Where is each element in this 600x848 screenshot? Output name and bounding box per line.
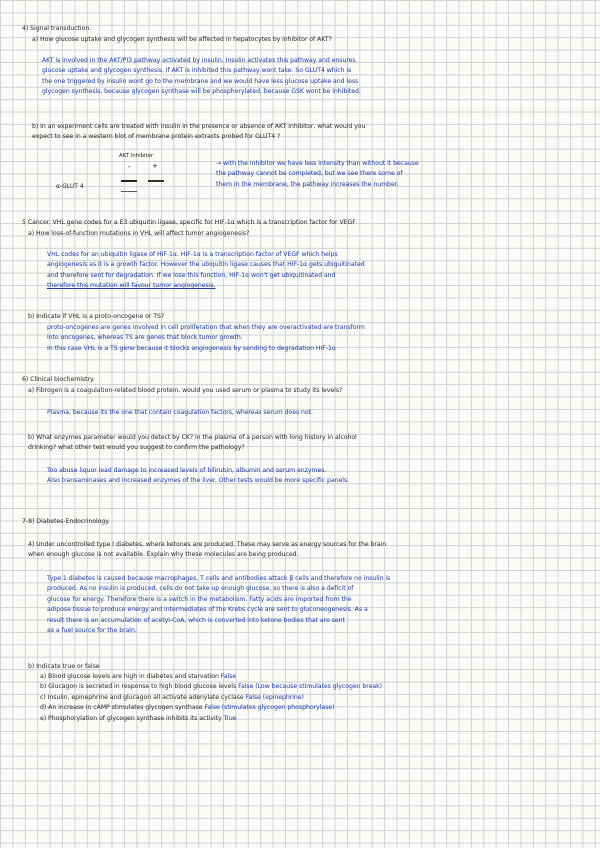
answer-line: into oncogenes, whereas TS are genes that block tumor growth.	[47, 334, 243, 342]
answer-line: proto-oncogenes are genes involved in cell proliferation that when they are overactivated are transform	[47, 324, 365, 331]
answer-line: the pathway cannot be completed, but we see there some of	[216, 170, 403, 178]
true-false-item	[40, 714, 382, 724]
q7a-answer	[47, 574, 390, 636]
q4b-question	[32, 122, 365, 142]
tf-statement: c) Insulin, epinephrine and glucagon all activate adenylate cyclase	[40, 693, 244, 701]
question-line: drinking? what other test would you suggest to confirm the pathology?	[28, 444, 245, 451]
answer-line: as a fuel source for the brain.	[47, 626, 137, 634]
tf-answer: False	[220, 673, 237, 680]
section-6-heading: 6) Clinical biochemistry.	[22, 376, 95, 383]
q7a-question	[28, 540, 386, 560]
true-false-item	[40, 672, 382, 682]
question-line: expect to see in a western blot of membrane protein extracts probed for GLUT4 ?	[32, 133, 281, 140]
answer-line: result there is an accumulation of acetyl-CoA, which is converted into ketone bodies that are sent	[47, 616, 345, 624]
answer-line: Also transaminases and increased enzymes of the liver. Other tests would be more specific panels.	[47, 477, 349, 485]
tf-statement: b) Glucagon is secreted in response to high blood glucose levels	[40, 683, 237, 691]
tf-answer: False (epinephrine)	[245, 693, 304, 701]
blot-band-with-inhibitor	[148, 180, 164, 182]
blot-row-label: α-GLUT 4	[56, 183, 84, 190]
answer-line: angiogenesis as it is a growth factor. However the ubiquitin ligase causes that HIF-1α gets ubiquitinated	[47, 261, 365, 269]
q5b-question: b) Indicate if VHL is a proto-oncogene or TS?	[28, 313, 165, 320]
answer-line: them in the membrane, the pathway increases the number.	[216, 180, 399, 188]
blot-plus: +	[152, 162, 158, 170]
section-7-heading: 7-8) Diabetes-Endocrinology.	[22, 518, 110, 525]
answer-line: adipose tissue to produce energy and intermediates of the Krebs cycle are sent to gluconeogenesis. As a	[47, 606, 368, 614]
answer-line: AKT is involved in the AKT/PI3 pathway activated by insulin. Insulin activates this pathway and ensures	[42, 57, 356, 64]
section-5-heading: 5 Cancer. VHL gene codes for a E3 ubiquitin ligase, specific for HIF-1α which is a transcription factor for VEGF	[22, 219, 356, 226]
q6a-answer: Plasma, because its the one that contain coagulation factors, whereas serum does not.	[47, 409, 313, 416]
answer-line: VHL codes for an ubiquitin ligase of HIF-1α. HIF-1α is a transcription factor of VEGF which helps	[47, 251, 338, 258]
blot-header: AKT inhibitor	[119, 153, 154, 159]
true-false-list	[40, 672, 382, 724]
tf-statement: d) An increase in cAMP stimulates glycogen synthase	[40, 704, 203, 712]
answer-line: therefore this mutation will favour tumor angiogenesis.	[47, 282, 216, 290]
tf-answer: False (stimulates glycogen phosphorylase)	[204, 704, 335, 712]
q4b-answer	[216, 159, 419, 190]
q5a-answer	[47, 250, 365, 292]
q4a-question: a) How glucose uptake and glycogen synthesis will be affected in hepatocytes by inhibitor of AKT?	[32, 36, 332, 43]
question-line: b) In an experiment cells are treated with insulin in the presence or absence of AKT inhibitor, what would you	[32, 123, 366, 130]
tf-statement: a) Blood glucose levels are high in diabetes and starvation	[40, 673, 219, 680]
answer-line: Too abuse liquor lead damage to increased levels of bilirubin, albumin and serum enzymes.	[47, 467, 327, 474]
answer-line: produced. As no insulin is produced, cells do not take up enough glucose, so there is also a deficit of	[47, 585, 354, 593]
q5a-question: a) How loss-of-function mutations in VHL will affect tumor angiogenesis?	[28, 230, 250, 237]
answer-line: → with the inhibitor we have less intensity than without it because	[216, 160, 419, 167]
true-false-item	[40, 703, 382, 713]
true-false-item	[40, 682, 382, 692]
answer-line: the one triggered by insulin wont go to the membrane and we would have less glucose uptake and less	[42, 77, 359, 85]
section-4-heading: 4) Signal transduction.	[22, 25, 92, 32]
tf-answer: True	[223, 714, 237, 722]
question-line: 4) Under uncontrolled type I diabetes, where ketones are produced. These may serve as energy sources for the brain	[28, 541, 387, 548]
answer-line: In this case VHL is a TS gene because it blocks angiogenesis by sending to degradation HIF-1α	[47, 344, 336, 352]
q5b-answer	[47, 323, 365, 354]
answer-line: Type 1 diabetes is caused because macrophages, T cells and antibodies attack β cells and therefore no insulin is	[47, 575, 391, 582]
q6b-answer	[47, 466, 349, 487]
q6b-question	[28, 433, 357, 453]
question-line: when enough glucose is not available. Explain why these molecules are being produced.	[28, 551, 299, 558]
answer-line: and therefore sent for degradation. If we lose this function, HIF-1α won't get ubiquitinated and	[47, 271, 336, 279]
true-false-item	[40, 693, 382, 703]
q4a-answer	[42, 56, 361, 98]
tf-answer: False (Low because stimulates glycogen break)	[238, 683, 383, 691]
blot-band-without-inhibitor	[121, 180, 137, 182]
blot-band-lower	[121, 191, 137, 192]
q7b-heading: b) Indicate true or false	[28, 663, 100, 670]
tf-statement: e) Phosphorylation of glycogen synthase inhibits its activity	[40, 714, 222, 722]
answer-line: glucose for energy. Therefore there is a switch in the metabolism. Fatty acids are imported from the	[47, 595, 352, 603]
blot-minus: -	[128, 163, 131, 171]
q6a-question: a) Fibrogen is a coagulation-related blood protein, would you used serum or plasma to study its levels?	[28, 387, 343, 394]
answer-line: glycogen synthesis, because glycogen synthase will be phosphorylated, because GSK wont be inhibited.	[42, 88, 361, 96]
question-line: b) What enzymes parameter would you detect by CK? in the plasma of a person with long history in alcohol	[28, 434, 357, 441]
answer-line: glucose uptake and glycogen synthesis. If AKT is inhibited this pathway wont take. So GLUT4 which is	[42, 67, 352, 75]
